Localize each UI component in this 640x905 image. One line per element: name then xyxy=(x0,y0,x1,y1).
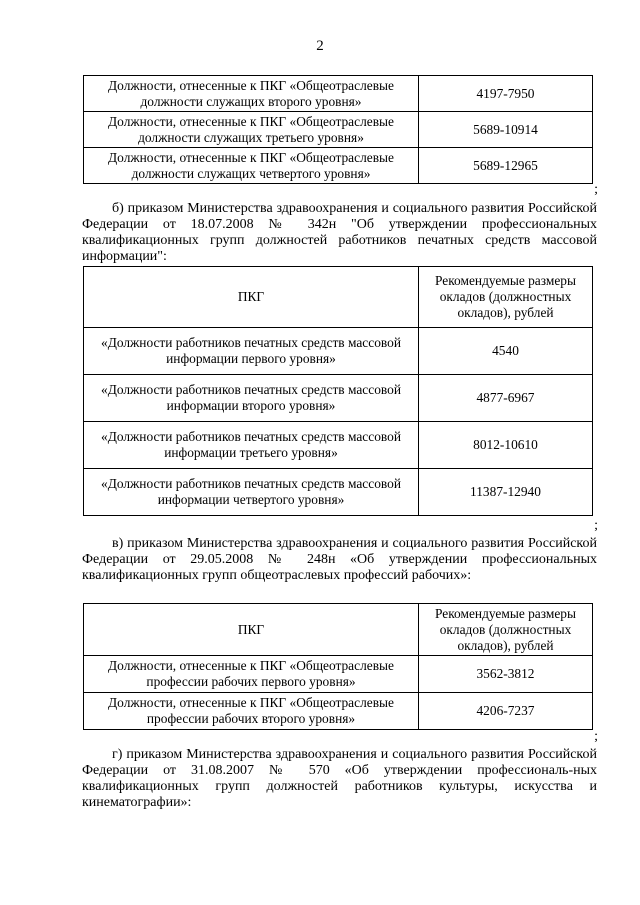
table-cell-pkg: Должности, отнесенные к ПКГ «Общеотраслевые должности служащих четвертого уровня» xyxy=(84,148,419,184)
table-row xyxy=(84,148,593,184)
table-row xyxy=(84,328,593,375)
semicolon: ; xyxy=(594,182,598,197)
table-cell-salary: 4877-6967 xyxy=(419,375,593,422)
table-cell-pkg: «Должности работников печатных средств массовой информации первого уровня» xyxy=(84,328,419,375)
semicolon: ; xyxy=(594,518,598,533)
header-salary: Рекомендуемые размеры окладов (должностных окладов), рублей xyxy=(419,267,593,328)
table-cell-salary: 3562-3812 xyxy=(419,656,593,693)
table-row xyxy=(84,375,593,422)
table-cell-salary: 4206-7237 xyxy=(419,693,593,730)
table-header-row xyxy=(84,604,593,656)
paragraph-g: г) приказом Министерства здравоохранения и социального развития Российской Федерации от 31.08.2007 № 570 «Об утверждении профессиональ-ных квалификационных групп должностей работников культуры, искусства и кинематографии»: xyxy=(82,747,597,810)
table-cell-pkg: «Должности работников печатных средств массовой информации третьего уровня» xyxy=(84,422,419,469)
table-cell-pkg: «Должности работников печатных средств массовой информации второго уровня» xyxy=(84,375,419,422)
page-number: 2 xyxy=(316,38,324,54)
table-row xyxy=(84,469,593,516)
table-row xyxy=(84,76,593,112)
table-cell-salary: 4540 xyxy=(419,328,593,375)
paragraph-v: в) приказом Министерства здравоохранения и социального развития Российской Федерации от 29.05.2008 № 248н «Об утверждении профессиональных квалификационных групп общеотраслевых профессий рабочих»: xyxy=(82,536,597,583)
table-cell-salary: 5689-12965 xyxy=(419,148,593,184)
table-cell-salary: 4197-7950 xyxy=(419,76,593,112)
table-cell-salary: 11387-12940 xyxy=(419,469,593,516)
table-header-row xyxy=(84,267,593,328)
paragraph-b: б) приказом Министерства здравоохранения и социального развития Российской Федерации от 18.07.2008 № 342н "Об утверждении профессиональных квалификационных групп должностей работников печатных средств массовой информации": xyxy=(82,201,597,264)
table-cell-pkg: Должности, отнесенные к ПКГ «Общеотраслевые должности служащих третьего уровня» xyxy=(84,112,419,148)
table-cell-pkg: «Должности работников печатных средств массовой информации четвертого уровня» xyxy=(84,469,419,516)
table-cell-pkg: Должности, отнесенные к ПКГ «Общеотраслевые должности служащих второго уровня» xyxy=(84,76,419,112)
salary-table-workers xyxy=(83,603,593,730)
header-salary: Рекомендуемые размеры окладов (должностных окладов), рублей xyxy=(419,604,593,656)
table-cell-salary: 5689-10914 xyxy=(419,112,593,148)
table-row xyxy=(84,656,593,693)
semicolon: ; xyxy=(594,729,598,744)
table-row xyxy=(84,693,593,730)
table-cell-salary: 8012-10610 xyxy=(419,422,593,469)
salary-table-print-media xyxy=(83,266,593,516)
table-row xyxy=(84,112,593,148)
header-pkg: ПКГ xyxy=(84,267,419,328)
table-row xyxy=(84,422,593,469)
salary-table-general-employees xyxy=(83,75,593,184)
header-pkg: ПКГ xyxy=(84,604,419,656)
table-cell-pkg: Должности, отнесенные к ПКГ «Общеотраслевые профессии рабочих второго уровня» xyxy=(84,693,419,730)
table-cell-pkg: Должности, отнесенные к ПКГ «Общеотраслевые профессии рабочих первого уровня» xyxy=(84,656,419,693)
